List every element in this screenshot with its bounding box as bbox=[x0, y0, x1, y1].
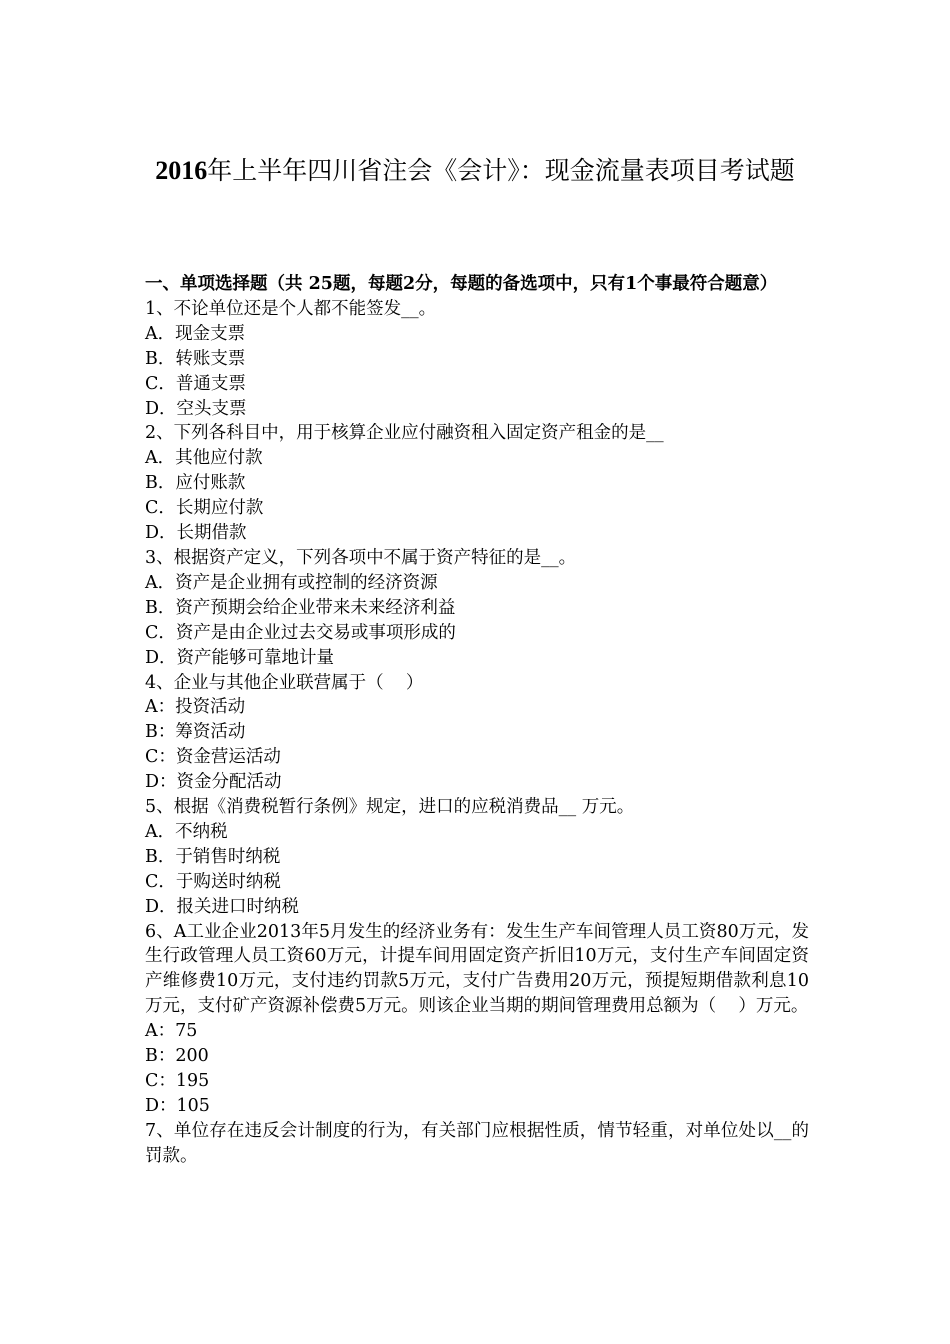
option-c: C．普通支票 bbox=[145, 373, 246, 394]
question-4 bbox=[145, 671, 809, 796]
option-a: A．资产是企业拥有或控制的经济资源 bbox=[145, 572, 438, 593]
option-a: A：75 bbox=[145, 1021, 198, 1042]
option-c: C：195 bbox=[145, 1071, 210, 1091]
question-7 bbox=[145, 1119, 809, 1169]
option-c: C．于购送时纳税 bbox=[145, 871, 281, 892]
option-d: D：资金分配活动 bbox=[145, 772, 282, 793]
question-3 bbox=[145, 546, 809, 671]
question-stem: 1、不论单位还是个人都不能签发__。 bbox=[145, 298, 437, 319]
question-stem: 4、企业与其他企业联营属于（ ） bbox=[145, 672, 424, 693]
section-heading: 一、单项选择题（共 25题，每题2分，每题的备选项中，只有1个事最符合题意） bbox=[145, 274, 778, 294]
option-b: B．资产预期会给企业带来未来经济利益 bbox=[145, 597, 456, 618]
option-d: D．资产能够可靠地计量 bbox=[145, 647, 335, 668]
option-b: B．应付账款 bbox=[145, 473, 246, 494]
option-d: D．长期借款 bbox=[145, 523, 247, 544]
question-5 bbox=[145, 795, 809, 920]
question-stem: 2、下列各科目中，用于核算企业应付融资租入固定资产租金的是__ bbox=[145, 423, 664, 444]
option-b: B：200 bbox=[145, 1046, 209, 1067]
question-1 bbox=[145, 297, 809, 422]
option-b: B：筹资活动 bbox=[145, 722, 246, 743]
option-b: B．转账支票 bbox=[145, 348, 246, 369]
option-a: A．其他应付款 bbox=[145, 448, 263, 469]
option-a: A．不纳税 bbox=[145, 821, 228, 842]
document-body bbox=[145, 272, 809, 1169]
title-year: 2016 bbox=[155, 156, 208, 185]
option-d: D．空头支票 bbox=[145, 398, 247, 419]
option-b: B．于销售时纳税 bbox=[145, 846, 281, 867]
question-stem: 7、单位存在违反会计制度的行为，有关部门应根据性质，情节轻重，对单位处以__的罚款。 bbox=[145, 1120, 809, 1166]
option-a: A：投资活动 bbox=[145, 697, 246, 718]
option-c: C．长期应付款 bbox=[145, 498, 264, 519]
option-d: D．报关进口时纳税 bbox=[145, 896, 300, 917]
option-c: C．资产是由企业过去交易或事项形成的 bbox=[145, 622, 456, 643]
option-a: A．现金支票 bbox=[145, 323, 246, 344]
question-stem: 5、根据《消费税暂行条例》规定，进口的应税消费品__ 万元。 bbox=[145, 797, 635, 818]
question-6 bbox=[145, 920, 809, 1119]
question-stem: 3、根据资产定义，下列各项中不属于资产特征的是__。 bbox=[145, 547, 577, 568]
option-c: C：资金营运活动 bbox=[145, 747, 281, 768]
option-d: D：105 bbox=[145, 1095, 210, 1116]
document-title bbox=[140, 146, 810, 196]
question-stem: 6、A工业企业2013年5月发生的经济业务有：发生生产车间管理人员工资80万元，发生行政管理人员工资60万元，计提车间用固定资产折旧10万元，支付生产车间固定资产维修费10万元，支付违约罚款5万元，支付广告费用20万元，预提短期借款利息10万元，支付矿产资源补偿费5万元。则该企业当期的期间管理费用总额为（ ）万元。 bbox=[145, 921, 809, 1017]
question-2 bbox=[145, 421, 809, 546]
title-text: 年上半年四川省注会《会计》：现金流量表项目考试题 bbox=[207, 156, 795, 185]
